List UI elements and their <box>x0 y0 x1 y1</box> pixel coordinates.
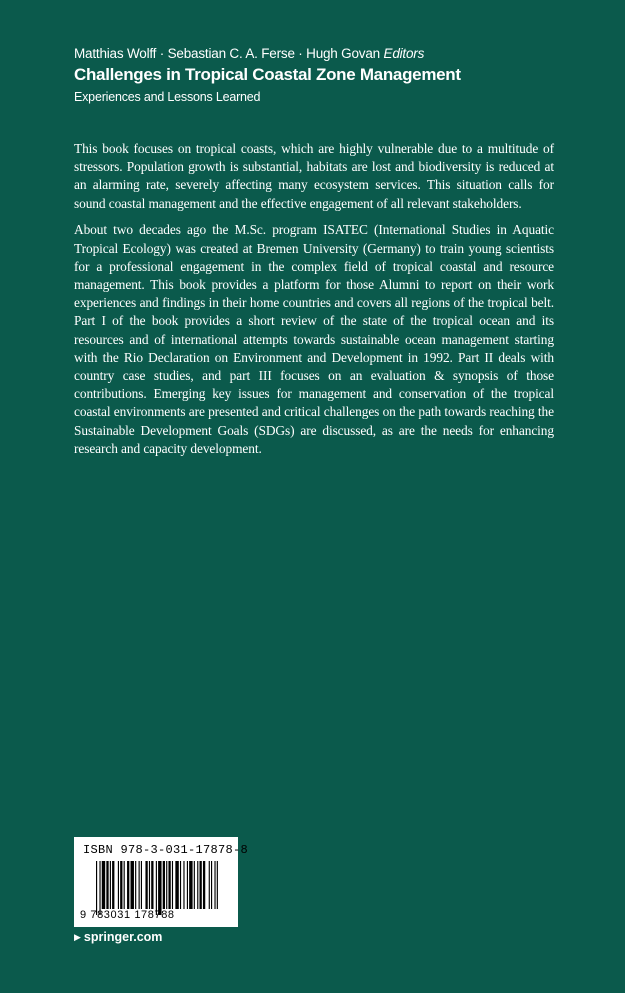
isbn-barcode-box <box>74 837 249 927</box>
blurb-paragraph-2: About two decades ago the M.Sc. program ISATEC (International Studies in Aquatic Tropical Ecology) was created at Bremen University (Germany) to train young scientists for a professional engagement in the complex field of tropical coastal and resource management. This book provides a platform for those Alumni to report on their work experiences and findings in their home countries and covers all regions of the tropical belt. Part I of the book provides a short review of the state of the tropical ocean and its resources and of international attempts towards sustainable ocean management starting with the Rio Declaration on Environment and Development in 1992. Part II deals with country case studies, and part III focuses on an evaluation & synopsis of those contributions. Emerging key issues for management and conservation of the tropical coastal environments are presented and critical challenges on the path towards reaching the Sustainable Development Goals (SDGs) are discussed, as are the needs for enhancing research and capacity development. <box>74 222 554 456</box>
barcode-bar <box>158 861 161 915</box>
barcode-bar <box>99 861 100 915</box>
barcode-bar <box>209 861 210 909</box>
barcode-bar <box>217 861 218 909</box>
barcode-bar <box>151 861 153 909</box>
barcode-bar <box>214 861 215 909</box>
barcode-bar <box>102 861 105 909</box>
barcode-bar <box>120 861 122 909</box>
barcode-bar <box>141 861 142 909</box>
blurb-paragraph-1: This book focuses on tropical coasts, which are highly vulnerable due to a multitude of stressors. Population growth is substantial, habitats are lost and biodiversity is reduced at an alarming rate, severely affecting many ecosystem services. This situation calls for sound coastal management and the effective engagement of all relevant stakeholders. <box>74 141 554 211</box>
cover-header <box>74 45 574 106</box>
book-title: Challenges in Tropical Coastal Zone Management <box>74 65 461 84</box>
barcode-bar <box>172 861 173 909</box>
barcode-bar <box>163 861 165 909</box>
barcode-bar <box>183 861 184 909</box>
barcode-bar <box>197 861 198 909</box>
barcode-bar <box>145 861 147 909</box>
triangle-right-icon: ▶ <box>74 932 81 942</box>
editors-role: Editors <box>383 46 425 61</box>
publisher-link[interactable] <box>74 930 162 944</box>
barcode-bar <box>127 861 129 909</box>
barcode-bar <box>118 861 119 909</box>
barcode-bar <box>194 861 195 909</box>
barcode-bar <box>135 861 136 909</box>
barcode-bar <box>203 861 205 909</box>
barcode-digits: 9 783031 178788 <box>80 909 175 921</box>
barcode-bar <box>166 861 167 909</box>
barcode-bar <box>211 861 212 909</box>
blurb <box>74 140 554 466</box>
editors-line <box>74 45 574 62</box>
editor-names: Matthias Wolff · Sebastian C. A. Ferse · Hugh Govan <box>74 46 380 61</box>
barcode-bar <box>106 861 108 909</box>
barcode-bar <box>180 861 181 909</box>
barcode-bar <box>131 861 134 909</box>
barcode-bar <box>112 861 114 909</box>
barcode-bar <box>96 861 97 915</box>
barcode-bar <box>175 861 178 909</box>
book-subtitle: Experiences and Lessons Learned <box>74 90 261 104</box>
barcode-bar <box>156 861 157 915</box>
barcode-bar <box>149 861 150 909</box>
barcode-bar <box>187 861 188 909</box>
barcode-bar <box>200 861 202 909</box>
barcode-bar <box>124 861 125 909</box>
barcode-bar <box>189 861 192 909</box>
isbn-label: ISBN 978-3-031-17878-8 <box>83 843 249 857</box>
publisher-url: springer.com <box>83 930 163 944</box>
barcode-bar <box>110 861 111 909</box>
barcode-bar <box>168 861 170 909</box>
barcode-bar <box>139 861 140 909</box>
